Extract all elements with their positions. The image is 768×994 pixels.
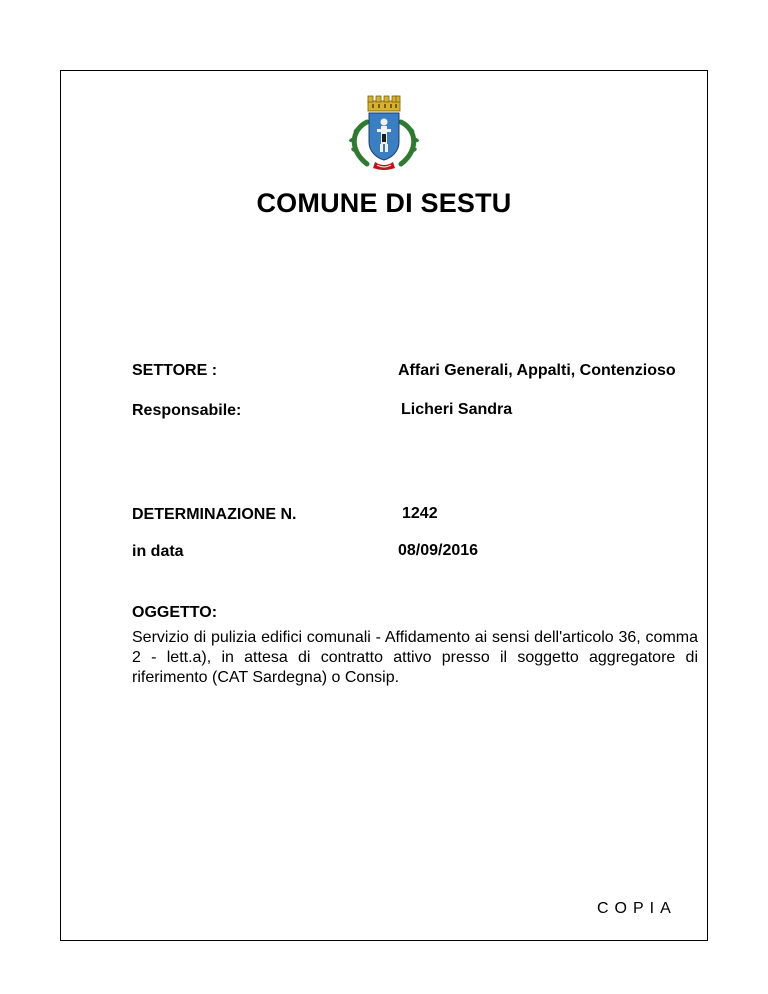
responsabile-label: Responsabile: [132, 402, 242, 419]
settore-value-container [398, 362, 706, 384]
oggetto-label: OGGETTO: [132, 604, 218, 621]
data-label: in data [132, 543, 184, 560]
responsabile-value: Licheri Sandra [401, 401, 513, 418]
settore-label: SETTORE : [132, 362, 218, 379]
oggetto-text: Servizio di pulizia edifici comunali - Affidamento ai sensi dell'articolo 36, comma 2 - lett.a), in attesa di contratto attivo presso il soggetto aggregatore di riferimento (CAT Sardegna) o Consip. [132, 629, 698, 686]
coat-of-arms-icon [337, 92, 431, 172]
data-value: 08/09/2016 [398, 542, 479, 559]
determinazione-number: 1242 [402, 505, 438, 522]
settore-value: Affari Generali, Appalti, Contenzioso [398, 362, 676, 379]
copia-stamp: COPIA [597, 900, 677, 917]
determinazione-label: DETERMINAZIONE N. [132, 506, 297, 523]
page-title: COMUNE DI SESTU [256, 188, 512, 218]
